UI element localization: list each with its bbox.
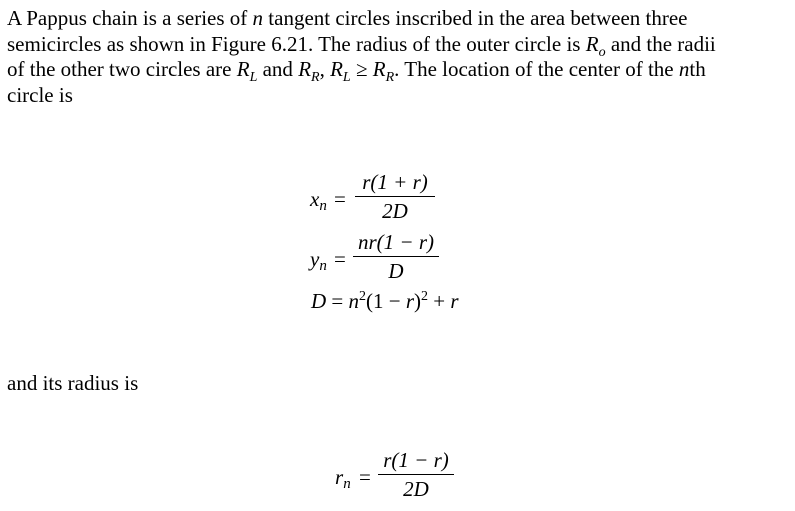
text-run: and [257, 57, 299, 81]
math-n: n [348, 289, 360, 313]
math-R: R [330, 57, 343, 81]
math-r: r [405, 289, 415, 313]
math-paren: ) [414, 289, 422, 313]
fraction-denominator: 2D [382, 199, 408, 223]
math-x: x [310, 187, 320, 211]
equation-rn-lhs [335, 467, 351, 492]
equation-xn-lhs [310, 189, 327, 214]
math-r: r [450, 289, 459, 313]
equation-yn-lhs [310, 249, 327, 274]
math-subscript-L: L [249, 70, 258, 85]
math-subscript-n: n [343, 476, 351, 492]
math-subscript-o: o [598, 44, 606, 60]
paragraph-line-3 [7, 57, 783, 83]
fraction-bar [353, 256, 439, 257]
math-R: R [298, 57, 312, 81]
equation-rn [325, 450, 475, 510]
equals-sign: = [334, 247, 346, 271]
text-run: of the other two circles are [7, 57, 237, 81]
math-R: R [585, 31, 599, 56]
equation-yn [300, 232, 450, 292]
math-n: n [252, 6, 264, 30]
math-subscript-n: n [319, 198, 327, 214]
equals-sign: = [326, 289, 349, 313]
intro-paragraph [7, 6, 783, 108]
text-run: , [319, 57, 331, 81]
fraction-bar [378, 474, 454, 475]
math-exponent: 2 [359, 289, 367, 304]
text-run: th [689, 57, 706, 81]
equals-sign: = [359, 465, 371, 489]
math-R: R [372, 57, 386, 81]
text-run: semicircles as shown in Figure 6.21. The radius of the outer circle is [7, 31, 586, 56]
text-run: and the radii [605, 31, 716, 56]
radius-intro-text: and its radius is [7, 371, 139, 395]
text-run: . The location of the center of the [394, 57, 679, 81]
math-n: n [678, 57, 690, 81]
fraction-denominator: 2D [403, 477, 429, 501]
paragraph-line-2 [7, 32, 783, 58]
fraction-denominator: D [388, 259, 404, 283]
equation-D [311, 291, 511, 319]
fraction-numerator: r(1 − r) [383, 448, 449, 472]
text-run: A Pappus chain is a series of [7, 6, 253, 30]
fraction [378, 450, 454, 500]
paragraph-line-4: circle is [7, 82, 73, 107]
math-term: (1 − [366, 289, 406, 313]
fraction-bar [355, 196, 435, 197]
math-geq: ≥ [350, 57, 373, 81]
math-D: D [311, 289, 327, 313]
math-y: y [310, 247, 320, 271]
math-exponent: 2 [421, 289, 429, 304]
fraction [353, 232, 439, 282]
math-subscript-n: n [319, 258, 327, 274]
math-subscript-L: L [342, 70, 351, 85]
equals-sign: = [334, 187, 346, 211]
math-subscript-R: R [385, 70, 395, 85]
paragraph-line-1 [7, 6, 783, 32]
fraction [355, 172, 435, 222]
math-r: r [335, 465, 344, 489]
fraction-numerator: r(1 + r) [362, 170, 428, 194]
math-plus: + [428, 289, 451, 313]
equation-xn [300, 172, 450, 232]
text-run: tangent circles inscribed in the area between three [263, 6, 688, 30]
fraction-numerator: nr(1 − r) [357, 230, 434, 254]
math-R: R [236, 57, 250, 81]
math-subscript-R: R [311, 70, 320, 85]
